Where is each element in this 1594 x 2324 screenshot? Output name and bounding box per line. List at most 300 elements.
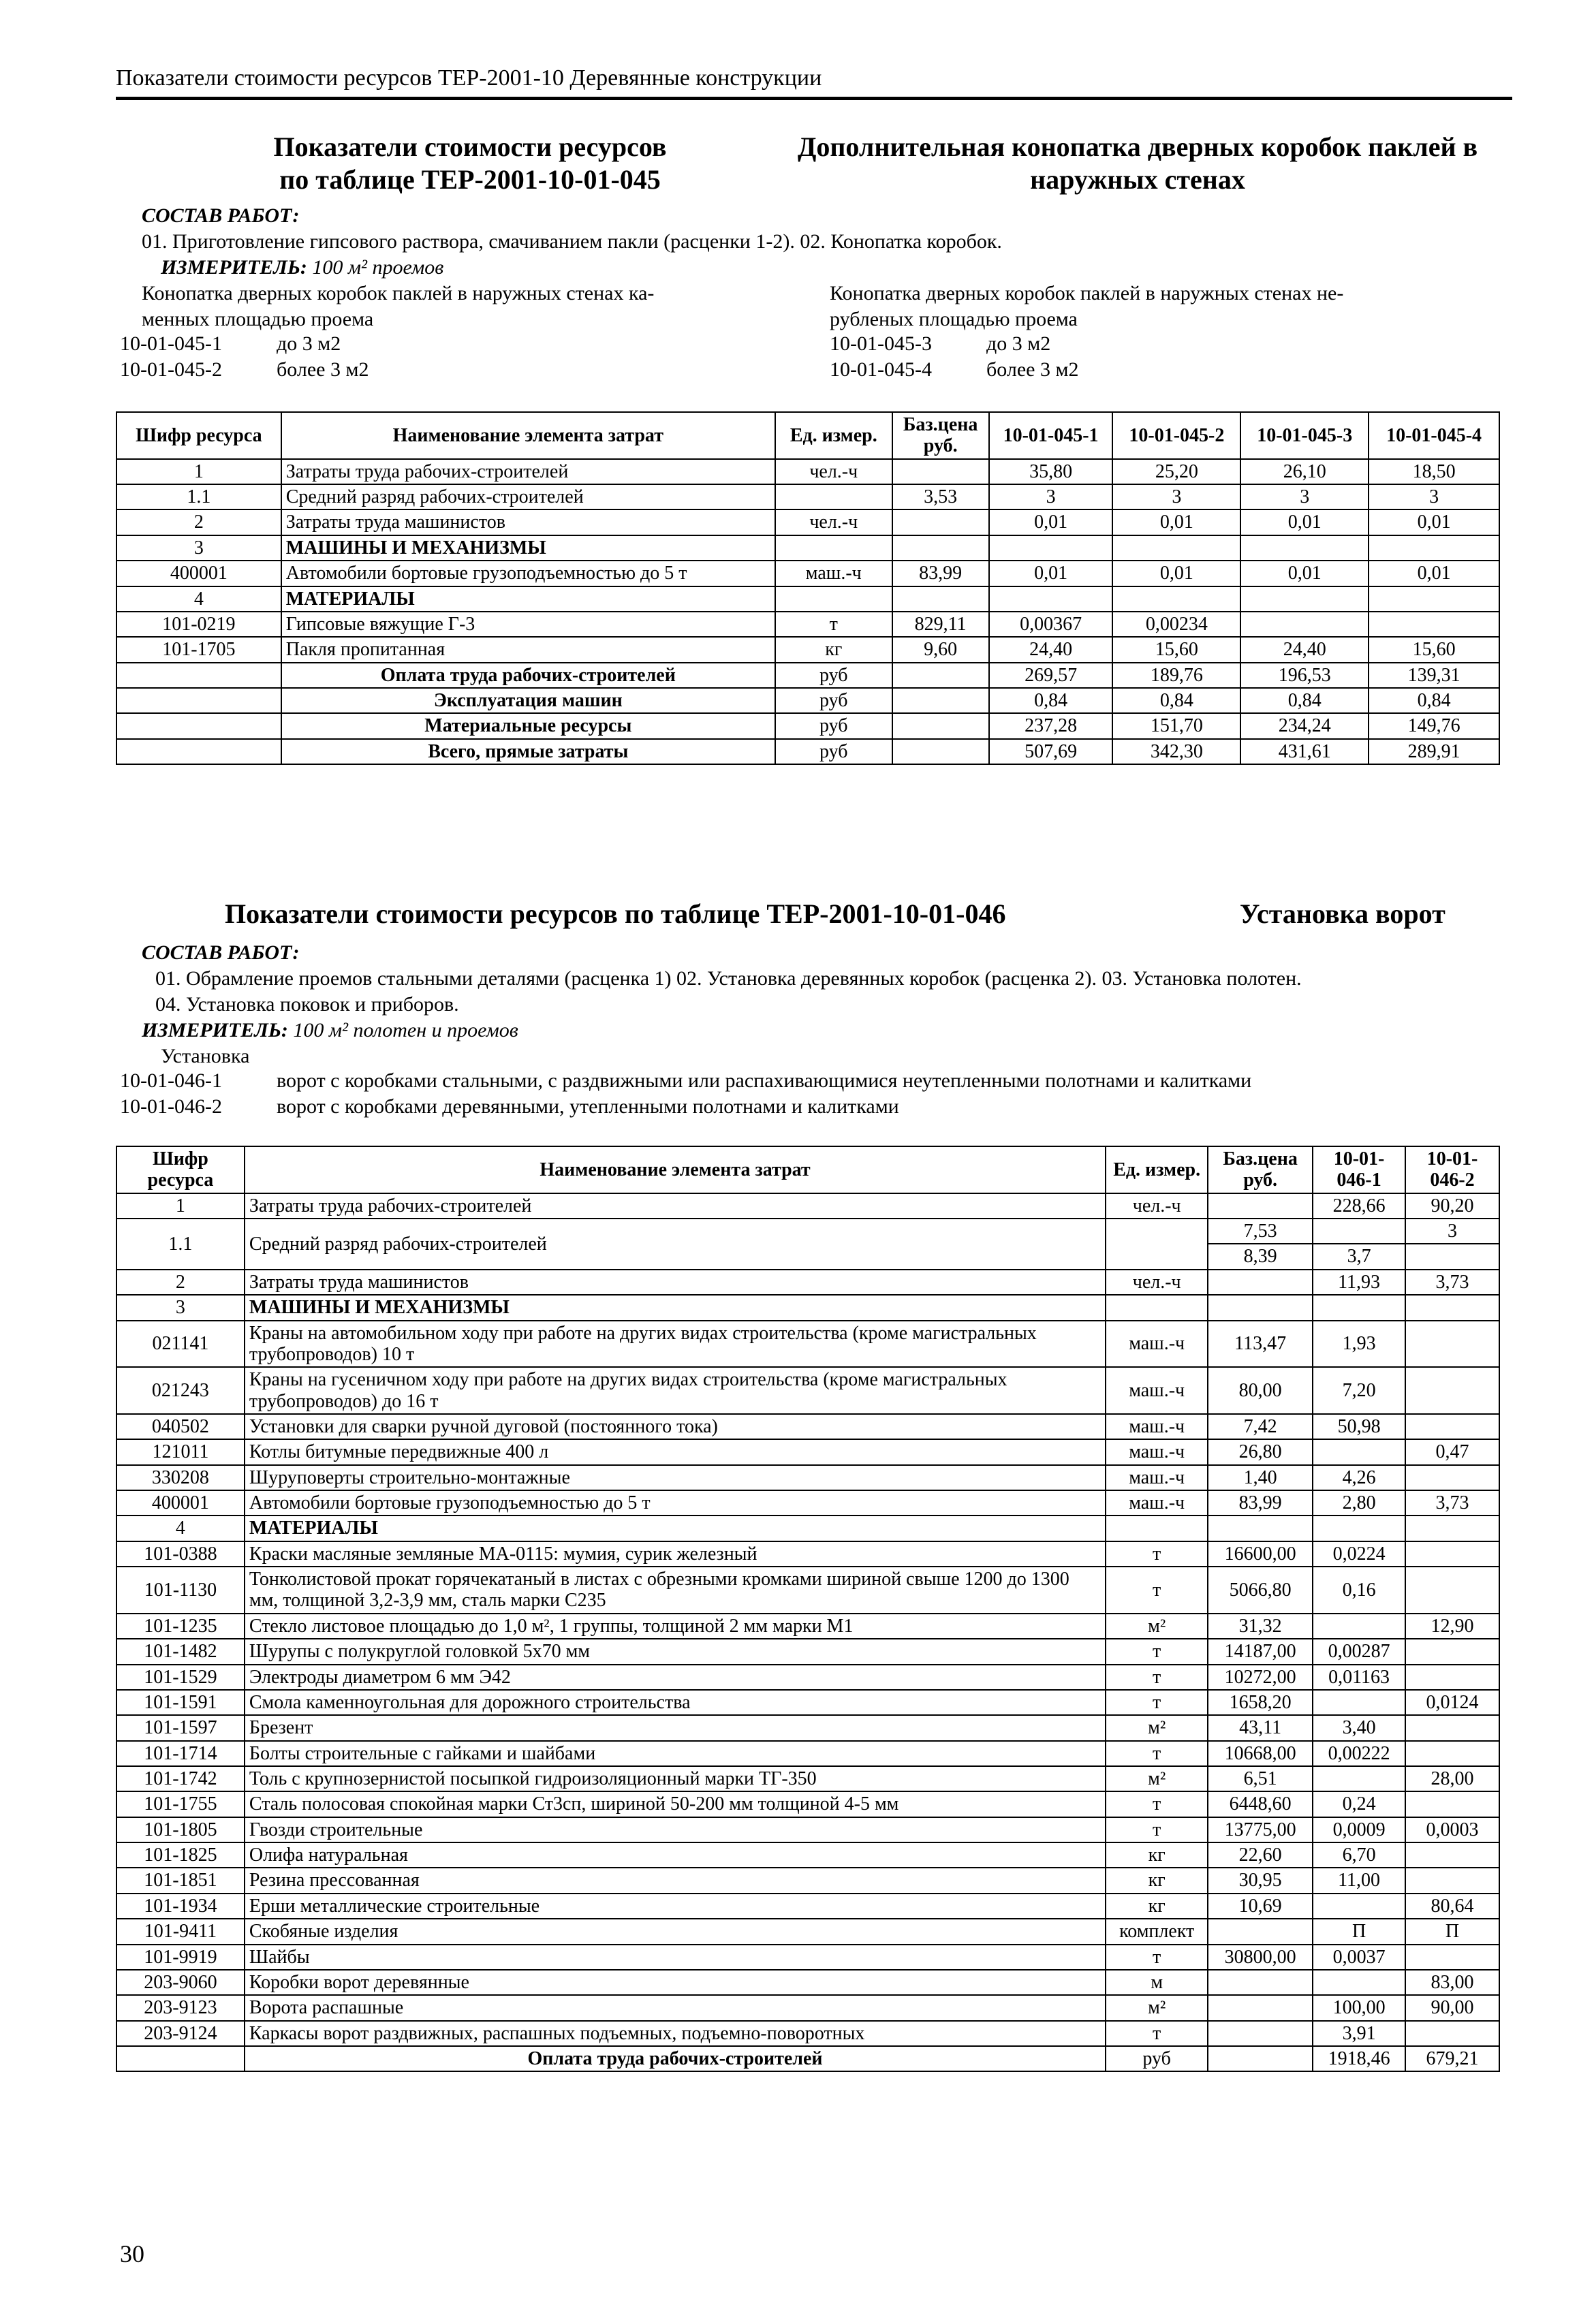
base-price	[892, 509, 989, 535]
table-row	[116, 1995, 1499, 2020]
value-045-3: 0,01	[1240, 509, 1369, 535]
unit: чел.-ч	[775, 509, 892, 535]
resource-name: МАТЕРИАЛЫ	[281, 586, 775, 612]
value-045-2: 15,60	[1112, 637, 1240, 662]
value-046-2: 12,90	[1405, 1614, 1499, 1639]
unit: кг	[1106, 1842, 1208, 1868]
base-price: 26,80	[1208, 1439, 1313, 1464]
table-row	[116, 1894, 1499, 1919]
base-price	[892, 688, 989, 713]
resource-name: Краны на гусеничном ходу при работе на других видах строительства (кроме магистральных трубопроводов) до 16 т	[245, 1367, 1106, 1414]
value-045-2: 342,30	[1112, 739, 1240, 764]
table-row	[116, 586, 1499, 612]
value-045-2: 0,84	[1112, 688, 1240, 713]
unit: т	[1106, 1567, 1208, 1614]
value-046-1: 0,00222	[1313, 1741, 1405, 1766]
resource-name: Смола каменноугольная для дорожного строительства	[245, 1690, 1106, 1715]
resource-code	[116, 688, 281, 713]
value-046-1: 3,40	[1313, 1715, 1405, 1740]
value-046-2	[1405, 1414, 1499, 1439]
value-046-2: 0,47	[1405, 1439, 1499, 1464]
value-045-3: 196,53	[1240, 663, 1369, 688]
table-row	[116, 637, 1499, 662]
unit: руб	[1106, 2046, 1208, 2071]
table-row	[116, 484, 1499, 509]
value-046-1	[1313, 1614, 1405, 1639]
value-046-1: 0,0224	[1313, 1541, 1405, 1567]
resource-code: 021243	[116, 1367, 245, 1414]
resource-code: 101-1851	[116, 1868, 245, 1893]
value-045-1: 24,40	[989, 637, 1113, 662]
table-046-header: Баз.цена руб.	[1208, 1146, 1313, 1193]
resource-name: МАШИНЫ И МЕХАНИЗМЫ	[281, 535, 775, 561]
section2-measure	[142, 1018, 518, 1043]
value-046-1: 0,01163	[1313, 1665, 1405, 1690]
section1-right-desc-line2: рубленых площадью проема	[830, 308, 1078, 330]
base-price: 6448,60	[1208, 1791, 1313, 1817]
table-046-header: Наименование элемента затрат	[245, 1146, 1106, 1193]
resource-name: Оплата труда рабочих-строителей	[281, 663, 775, 688]
table-045-header: Шифр ресурса	[116, 412, 281, 459]
resource-name: Скобяные изделия	[245, 1919, 1106, 1944]
section2-title-right: Установка ворот	[1240, 898, 1445, 929]
resource-code: 203-9124	[116, 2021, 245, 2046]
section2-work-line2: 04. Установка поковок и приборов.	[155, 993, 459, 1016]
resource-code: 4	[116, 586, 281, 612]
resource-code: 1.1	[116, 484, 281, 509]
resource-name: Автомобили бортовые грузоподъемностью до 5 т	[281, 561, 775, 586]
value-045-3: 0,84	[1240, 688, 1369, 713]
value-046-2	[1405, 2021, 1499, 2046]
page-number: 30	[120, 2240, 144, 2267]
base-price: 1,40	[1208, 1465, 1313, 1490]
table-row	[116, 1817, 1499, 1842]
table-row	[116, 1791, 1499, 1817]
table-row	[116, 2021, 1499, 2046]
resource-name: Краны на автомобильном ходу при работе на других видах строительства (кроме магистральных трубопроводов) 10 т	[245, 1321, 1106, 1368]
value-046-2: 90,00	[1405, 1995, 1499, 2020]
resource-code: 4	[116, 1516, 245, 1541]
base-price: 16600,00	[1208, 1541, 1313, 1567]
value-045-4	[1369, 535, 1499, 561]
table-row	[116, 1919, 1499, 1944]
value-045-2: 3	[1112, 484, 1240, 509]
value-045-3: 24,40	[1240, 637, 1369, 662]
resource-code: 2	[116, 509, 281, 535]
value-045-1: 0,84	[989, 688, 1113, 713]
value-046-1	[1313, 1516, 1405, 1541]
table-row	[116, 561, 1499, 586]
value-045-4: 289,91	[1369, 739, 1499, 764]
value-046-2: 83,00	[1405, 1970, 1499, 1995]
table-045-header: 10-01-045-3	[1240, 412, 1369, 459]
resource-code: 400001	[116, 1490, 245, 1516]
resource-name: Толь с крупнозернистой посыпкой гидроизоляционный марки ТГ-350	[245, 1766, 1106, 1791]
resource-name: Олифа натуральная	[245, 1842, 1106, 1868]
unit	[1106, 1219, 1208, 1270]
value-046-1: П	[1313, 1919, 1405, 1944]
unit	[775, 586, 892, 612]
unit: комплект	[1106, 1919, 1208, 1944]
resource-code: 101-1742	[116, 1766, 245, 1791]
value-046-2: 80,64	[1405, 1894, 1499, 1919]
unit: маш.-ч	[1106, 1490, 1208, 1516]
value-045-1: 269,57	[989, 663, 1113, 688]
base-price: 10272,00	[1208, 1665, 1313, 1690]
value-046-2: 3,73	[1405, 1270, 1499, 1295]
code-10-01-045-2: 10-01-045-2	[120, 358, 222, 381]
base-price	[892, 459, 989, 484]
resource-code: 101-1235	[116, 1614, 245, 1639]
section2-work-line1: 01. Обрамление проемов стальными деталями (расценка 1) 02. Установка деревянных коробок (расценка 2). 03. Установка полотен.	[155, 967, 1302, 990]
value-046-2	[1405, 1715, 1499, 1740]
table-045-header: 10-01-045-2	[1112, 412, 1240, 459]
base-price	[1208, 2046, 1313, 2071]
unit: маш.-ч	[1106, 1367, 1208, 1414]
value-046-2: 28,00	[1405, 1766, 1499, 1791]
value-045-1: 35,80	[989, 459, 1113, 484]
value-045-1: 507,69	[989, 739, 1113, 764]
table-row	[116, 1639, 1499, 1664]
table-row	[116, 612, 1499, 637]
value-046-1: 50,98	[1313, 1414, 1405, 1439]
resource-code: 2	[116, 1270, 245, 1295]
resource-code: 1	[116, 1193, 245, 1219]
unit: м²	[1106, 1715, 1208, 1740]
resource-code: 101-1130	[116, 1567, 245, 1614]
value-046-1: 6,70	[1313, 1842, 1405, 1868]
unit: т	[1106, 1741, 1208, 1766]
section2-title-left: Показатели стоимости ресурсов по таблице ТЕР-2001-10-01-046	[225, 898, 1006, 929]
table-row	[116, 1970, 1499, 1995]
resource-code: 3	[116, 535, 281, 561]
base-price	[892, 713, 989, 738]
base-price: 30800,00	[1208, 1945, 1313, 1970]
value-046-2: 679,21	[1405, 2046, 1499, 2071]
base-price: 80,00	[1208, 1367, 1313, 1414]
table-045-header: 10-01-045-4	[1369, 412, 1499, 459]
value-046-1: 100,00	[1313, 1995, 1405, 2020]
base-price	[1208, 1516, 1313, 1541]
value-045-4	[1369, 586, 1499, 612]
value-045-4: 3	[1369, 484, 1499, 509]
value-045-2	[1112, 586, 1240, 612]
table-row	[116, 713, 1499, 738]
section1-title-right-line1: Дополнительная конопатка дверных коробок паклей в	[797, 131, 1478, 162]
value-045-4: 149,76	[1369, 713, 1499, 738]
resource-name: Средний разряд рабочих-строителей	[245, 1219, 1106, 1270]
resource-code: 101-1591	[116, 1690, 245, 1715]
value-046-2: 0,0003	[1405, 1817, 1499, 1842]
unit: руб	[775, 713, 892, 738]
base-price: 22,60	[1208, 1842, 1313, 1868]
resource-name: МАТЕРИАЛЫ	[245, 1516, 1106, 1541]
running-header: Показатели стоимости ресурсов ТЕР-2001-10 Деревянные конструкции	[116, 65, 822, 91]
base-price: 10668,00	[1208, 1741, 1313, 1766]
base-price	[1208, 1919, 1313, 1944]
code-10-01-046-2: 10-01-046-2	[120, 1095, 222, 1118]
value-046-2	[1405, 1741, 1499, 1766]
value-045-3: 234,24	[1240, 713, 1369, 738]
resource-name: Шайбы	[245, 1945, 1106, 1970]
resource-name: Затраты труда машинистов	[281, 509, 775, 535]
code-10-01-045-3-text: до 3 м2	[986, 332, 1051, 355]
table-row	[116, 1842, 1499, 1868]
unit: маш.-ч	[1106, 1439, 1208, 1464]
resource-name: МАШИНЫ И МЕХАНИЗМЫ	[245, 1295, 1106, 1320]
resource-name: Средний разряд рабочих-строителей	[281, 484, 775, 509]
value-045-4: 15,60	[1369, 637, 1499, 662]
table-row	[116, 1945, 1499, 1970]
value-046-2: 0,0124	[1405, 1690, 1499, 1715]
value-046-2	[1405, 1244, 1499, 1269]
section1-title-left	[225, 131, 715, 196]
unit: маш.-ч	[775, 561, 892, 586]
value-045-2: 0,01	[1112, 561, 1240, 586]
value-046-2	[1405, 1321, 1499, 1368]
value-046-2	[1405, 1367, 1499, 1414]
table-row	[116, 1614, 1499, 1639]
resource-code: 101-1714	[116, 1741, 245, 1766]
unit: т	[775, 612, 892, 637]
resource-name: Тонколистовой прокат горячекатаный в листах с обрезными кромками шириной свыше 1200 до 1300 мм, толщиной 3,2-3,9 мм, сталь марки С235	[245, 1567, 1106, 1614]
section1-left-desc-line1: Конопатка дверных коробок паклей в наружных стенах ка-	[142, 282, 655, 304]
unit: т	[1106, 1945, 1208, 1970]
value-045-2: 151,70	[1112, 713, 1240, 738]
resource-name: Гвозди строительные	[245, 1817, 1106, 1842]
code-10-01-045-2-text: более 3 м2	[277, 358, 369, 381]
base-price: 31,32	[1208, 1614, 1313, 1639]
resource-name: Каркасы ворот раздвижных, распашных подъемных, подъемно-поворотных	[245, 2021, 1106, 2046]
code-10-01-045-4: 10-01-045-4	[830, 358, 932, 381]
value-045-4: 18,50	[1369, 459, 1499, 484]
resource-name: Пакля пропитанная	[281, 637, 775, 662]
value-046-2	[1405, 1465, 1499, 1490]
base-price	[1208, 1295, 1313, 1320]
unit: кг	[1106, 1868, 1208, 1893]
value-046-2: 3,73	[1405, 1490, 1499, 1516]
table-row	[116, 1665, 1499, 1690]
base-price: 1658,20	[1208, 1690, 1313, 1715]
section1-work-text: 01. Приготовление гипсового раствора, смачиванием пакли (расценки 1-2). 02. Конопатка коробок.	[142, 230, 1002, 253]
resource-code: 1.1	[116, 1219, 245, 1270]
value-046-1: 1918,46	[1313, 2046, 1405, 2071]
resource-code: 101-1934	[116, 1894, 245, 1919]
value-046-2: 3	[1405, 1219, 1499, 1244]
table-row	[116, 1367, 1499, 1414]
unit: руб	[775, 663, 892, 688]
table-row	[116, 1219, 1499, 1244]
table-row	[116, 1270, 1499, 1295]
base-price	[1208, 1270, 1313, 1295]
resource-name: Электроды диаметром 6 мм Э42	[245, 1665, 1106, 1690]
resource-name: Сталь полосовая спокойная марки Ст3сп, шириной 50-200 мм толщиной 4-5 мм	[245, 1791, 1106, 1817]
resource-code: 1	[116, 459, 281, 484]
table-row	[116, 1193, 1499, 1219]
unit	[775, 484, 892, 509]
resource-name: Всего, прямые затраты	[281, 739, 775, 764]
table-046-header: Ед. измер.	[1106, 1146, 1208, 1193]
base-price	[1208, 1970, 1313, 1995]
base-price: 829,11	[892, 612, 989, 637]
section1-right-desc	[830, 281, 1511, 332]
value-046-1: 3,91	[1313, 2021, 1405, 2046]
base-price: 13775,00	[1208, 1817, 1313, 1842]
value-046-1	[1313, 1970, 1405, 1995]
table-row	[116, 1868, 1499, 1893]
resource-code	[116, 713, 281, 738]
resource-code: 3	[116, 1295, 245, 1320]
resource-code	[116, 663, 281, 688]
resource-code: 203-9123	[116, 1995, 245, 2020]
value-045-3: 431,61	[1240, 739, 1369, 764]
section1-work-label: СОСТАВ РАБОТ:	[142, 204, 300, 227]
resource-code	[116, 2046, 245, 2071]
value-045-3: 26,10	[1240, 459, 1369, 484]
value-046-1: 2,80	[1313, 1490, 1405, 1516]
table-row	[116, 1414, 1499, 1439]
unit: чел.-ч	[1106, 1270, 1208, 1295]
value-045-1: 3	[989, 484, 1113, 509]
value-045-2: 0,00234	[1112, 612, 1240, 637]
resource-code: 203-9060	[116, 1970, 245, 1995]
resource-name: Ерши металлические строительные	[245, 1894, 1106, 1919]
base-price	[892, 535, 989, 561]
resource-name: Оплата труда рабочих-строителей	[245, 2046, 1106, 2071]
value-045-4: 0,01	[1369, 509, 1499, 535]
code-10-01-046-2-text: ворот с коробками деревянными, утепленными полотнами и калитками	[277, 1095, 899, 1118]
table-row	[116, 509, 1499, 535]
base-price	[1208, 1995, 1313, 2020]
resource-name: Резина прессованная	[245, 1868, 1106, 1893]
value-046-2	[1405, 1567, 1499, 1614]
base-price: 14187,00	[1208, 1639, 1313, 1664]
value-046-1	[1313, 1439, 1405, 1464]
value-045-4: 0,84	[1369, 688, 1499, 713]
unit: т	[1106, 1541, 1208, 1567]
resource-name: Гипсовые вяжущие Г-3	[281, 612, 775, 637]
base-price	[892, 739, 989, 764]
table-row	[116, 1567, 1499, 1614]
value-045-1: 0,01	[989, 509, 1113, 535]
unit: м²	[1106, 1995, 1208, 2020]
resource-code: 101-1597	[116, 1715, 245, 1740]
base-price	[1208, 1193, 1313, 1219]
value-046-1: 11,93	[1313, 1270, 1405, 1295]
table-046	[116, 1146, 1500, 2072]
resource-name: Котлы битумные передвижные 400 л	[245, 1439, 1106, 1464]
section1-title-left-line1: Показатели стоимости ресурсов	[273, 131, 667, 162]
value-045-2: 25,20	[1112, 459, 1240, 484]
base-price: 83,99	[892, 561, 989, 586]
base-price	[892, 663, 989, 688]
table-row	[116, 663, 1499, 688]
resource-name: Стекло листовое площадью до 1,0 м², 1 группы, толщиной 2 мм марки М1	[245, 1614, 1106, 1639]
resource-code: 021141	[116, 1321, 245, 1368]
unit: маш.-ч	[1106, 1414, 1208, 1439]
table-row	[116, 535, 1499, 561]
value-046-1: 0,16	[1313, 1567, 1405, 1614]
value-045-2: 0,01	[1112, 509, 1240, 535]
value-046-1	[1313, 1295, 1405, 1320]
value-045-3: 0,01	[1240, 561, 1369, 586]
section1-left-desc-line2: менных площадью проема	[142, 308, 374, 330]
resource-name: Брезент	[245, 1715, 1106, 1740]
value-046-1: 1,93	[1313, 1321, 1405, 1368]
value-046-1: 11,00	[1313, 1868, 1405, 1893]
base-price: 5066,80	[1208, 1567, 1313, 1614]
table-row	[116, 1541, 1499, 1567]
resource-code: 101-0388	[116, 1541, 245, 1567]
table-row	[116, 1715, 1499, 1740]
value-046-1: 0,00287	[1313, 1639, 1405, 1664]
resource-code: 101-9411	[116, 1919, 245, 1944]
unit: м²	[1106, 1766, 1208, 1791]
table-045	[116, 411, 1500, 765]
value-045-1	[989, 535, 1113, 561]
unit: т	[1106, 2021, 1208, 2046]
resource-code: 101-1482	[116, 1639, 245, 1664]
value-046-1	[1313, 1766, 1405, 1791]
value-046-1: 3,7	[1313, 1244, 1405, 1269]
value-046-2: П	[1405, 1919, 1499, 1944]
value-046-2: 90,20	[1405, 1193, 1499, 1219]
code-10-01-045-3: 10-01-045-3	[830, 332, 932, 355]
value-046-2	[1405, 1791, 1499, 1817]
base-price: 30,95	[1208, 1868, 1313, 1893]
value-045-2	[1112, 535, 1240, 561]
unit: кг	[775, 637, 892, 662]
section2-measure-label: ИЗМЕРИТЕЛЬ:	[142, 1019, 288, 1041]
unit	[775, 535, 892, 561]
unit: кг	[1106, 1894, 1208, 1919]
section1-left-desc	[142, 281, 755, 332]
unit: м	[1106, 1970, 1208, 1995]
unit: маш.-ч	[1106, 1321, 1208, 1368]
value-046-2	[1405, 1516, 1499, 1541]
resource-code: 101-1705	[116, 637, 281, 662]
table-045-header: 10-01-045-1	[989, 412, 1113, 459]
table-row	[116, 1295, 1499, 1320]
table-045-header: Наименование элемента затрат	[281, 412, 775, 459]
value-045-4: 0,01	[1369, 561, 1499, 586]
unit: т	[1106, 1791, 1208, 1817]
base-price: 83,99	[1208, 1490, 1313, 1516]
unit: т	[1106, 1665, 1208, 1690]
table-046-header: 10-01-046-2	[1405, 1146, 1499, 1193]
code-10-01-046-1: 10-01-046-1	[120, 1069, 222, 1092]
resource-code: 330208	[116, 1465, 245, 1490]
value-046-1	[1313, 1894, 1405, 1919]
resource-name: Затраты труда рабочих-строителей	[281, 459, 775, 484]
value-045-3	[1240, 535, 1369, 561]
table-046-header: Шифр ресурса	[116, 1146, 245, 1193]
value-046-2	[1405, 1665, 1499, 1690]
resource-code	[116, 739, 281, 764]
resource-name: Болты строительные с гайками и шайбами	[245, 1741, 1106, 1766]
resource-name: Материальные ресурсы	[281, 713, 775, 738]
table-row	[116, 1690, 1499, 1715]
base-price: 3,53	[892, 484, 989, 509]
section1-right-desc-line1: Конопатка дверных коробок паклей в наружных стенах не-	[830, 282, 1344, 304]
resource-code: 101-1805	[116, 1817, 245, 1842]
resource-code: 040502	[116, 1414, 245, 1439]
section1-title-right-line2: наружных стенах	[1030, 164, 1245, 195]
resource-name: Шуруповерты строительно-монтажные	[245, 1465, 1106, 1490]
resource-name: Автомобили бортовые грузоподъемностью до 5 т	[245, 1490, 1106, 1516]
value-046-2	[1405, 1945, 1499, 1970]
section1-title-left-line2: по таблице ТЕР-2001-10-01-045	[279, 164, 661, 195]
